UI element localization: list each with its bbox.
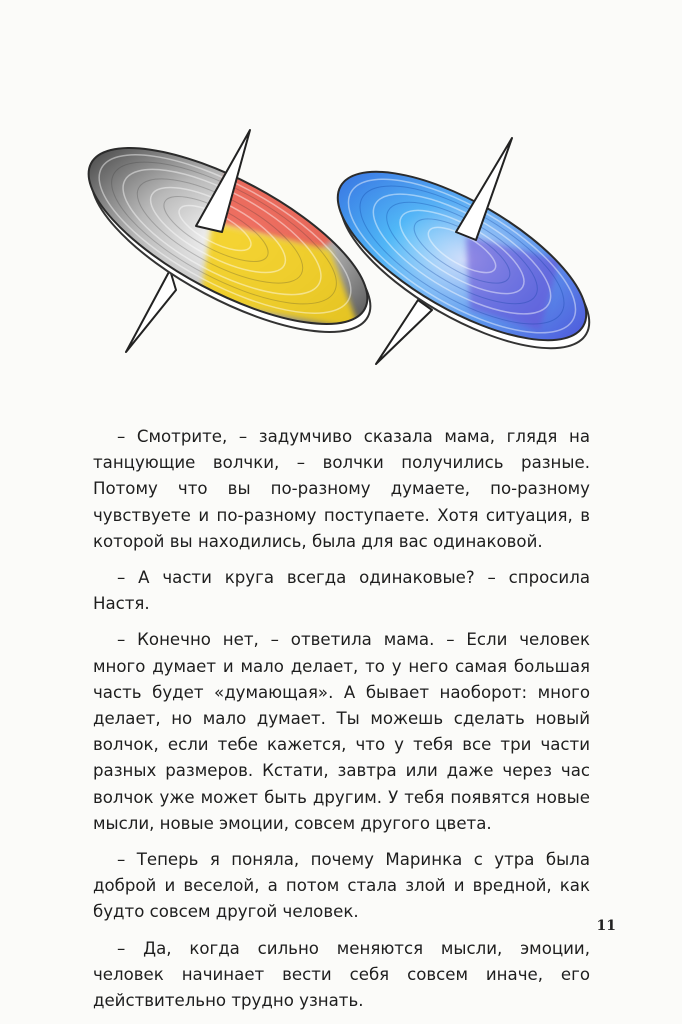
story-text: [93, 424, 590, 1024]
paragraph: – Смотрите, – задумчиво сказала мама, глядя на танцующие волчки, – волчки получились разные. Потому что вы по-разному думаете, по-разному чувствуете и по-разному поступаете. Хотя ситуация, в которой вы находились, была для вас одинаковой.: [93, 427, 590, 551]
paragraph: – Теперь я поняла, почему Маринка с утра была доброй и веселой, а потом стала злой и вредной, как будто совсем другой человек.: [93, 850, 590, 922]
page-number: 11: [596, 918, 616, 934]
paragraph: – Конечно нет, – ответила мама. – Если человек много думает и мало делает, то у него самая большая часть будет «думающая». А бывает наоборот: много делает, но мало думает. Ты можешь сделать новый волчок, если тебе кажется, что у тебя все три части разных размеров. Кстати, завтра или даже через час волчок уже может быть другим. У тебя появятся новые мысли, новые эмоции, совсем другого цвета.: [93, 630, 590, 833]
paragraph: – Да, когда сильно меняются мысли, эмоции, человек начинает вести себя совсем иначе, его действительно трудно узнать.: [93, 938, 590, 1011]
spinning-tops-illustration: [0, 0, 682, 400]
spinning-top-warm: [60, 114, 400, 366]
paragraph: – А части круга всегда одинаковые? – спросила Настя.: [93, 568, 590, 614]
